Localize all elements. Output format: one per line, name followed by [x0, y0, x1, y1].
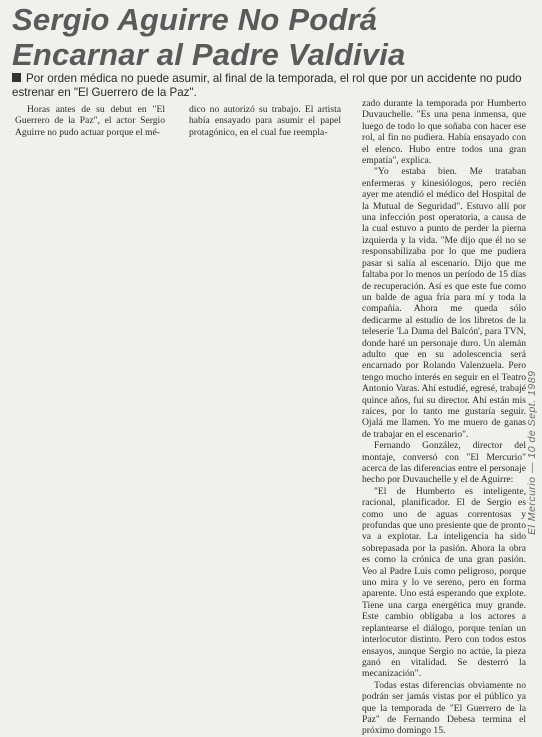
column-2-paragraph: dico no autorizó su trabajo. El artista había ensayado para asumir el papel protagónico, en el cual fue reempla-: [189, 104, 341, 138]
article-column-3: [362, 98, 526, 737]
headline-line-1: Sergio Aguirre No Podrá: [12, 2, 378, 37]
square-bullet-icon: [12, 73, 21, 82]
article-column-2: [189, 104, 341, 138]
article-column-1: [15, 104, 165, 138]
column-1-paragraph: Horas antes de su debut en "El Guerrero de la Paz", el actor Sergio Aguirre no pudo actuar porque el mé-: [15, 104, 165, 138]
subheadline: [12, 72, 532, 100]
column-3-paragraph-3: Fernando González, director del montaje, conversó con "El Mercurio" acerca de las diferencias entre el personaje hecho por Duvauchelle y el de Aguirre:: [362, 440, 526, 486]
headline: [12, 2, 532, 72]
column-3-paragraph-1: zado durante la temporada por Humberto Duvauchelle. "Es una pena inmensa, que luego de todo lo que soñaba con hacer ese rol, al fin no pudiera. Había ensayado con el elenco. Hubo entre todos una gran empatía", explica.: [362, 98, 526, 167]
headline-line-2: Encarnar al Padre Valdivia: [12, 37, 406, 72]
column-3-paragraph-4: "El de Humberto es inteligente, racional, planificador. El de Sergio es como uno de aguas correntosas y profundas que uno presiente que de pronto va a explotar. La inteligencia ha sido sobrepasada por la pasión. Ahora la obra es como la crónica de una gran pasión. Veo al Padre Luis como peligroso, porque uno mira y lo ve sereno, pero en forma aparente. Uno está esperando que explote. Tiene una carga energética muy grande. Este cambio obligaba a los actores a replantearse el diálogo, porque tenían un interlocutor distinto. Pero con todos estos ensayos, aunque Sergio no actúe, la pieza ganó en vitalidad. Se desterró la mecanización".: [362, 485, 526, 680]
column-3-paragraph-2: "Yo estaba bien. Me trataban enfermeras y kinesiólogos, pero recién ayer me atendió el médico del Hospital de la Mutual de Seguridad". Estuvo allí por una infección post operatoria, a causa de la cual estuvo a punto de perder la pierna izquierda y la vida. "Me dijo que él no se responsabilizaba por lo que me pudiera pasar si salía al escenario. Dijo que me faltaba por lo menos un período de 15 días de recuperación. Así es que este fue como un balde de agua fría para mí y toda la compañía. Ahora me queda sólo dedicarme al estudio de los libretos de la teleserie 'La Dama del Balcón', para TVN, donde haré un personaje duro. Un alemán adulto que en su adolescencia será encarnado por Rolando Valenzuela. Pero tengo mucho interés en seguir en el Teatro Antonio Varas. Ahí estudié, egresé, trabajé quince años, fui su director. Ahí están mis raíces, por lo tanto me gustaría seguir. Ojalá me llamen. Yo me muero de ganas de trabajar en el escenario".: [362, 166, 526, 440]
handwritten-source-note: El Mercurio — 10 de Sept. 1989: [526, 370, 538, 535]
column-3-paragraph-5: Todas estas diferencias obviamente no podrán ser jamás vistas por el público ya que la temporada de "El Guerrero de la Paz" de Fernando Debesa termina el próximo domingo 15.: [362, 679, 526, 737]
subheadline-text: Por orden médica no puede asumir, al final de la temporada, el rol que por un accidente no pudo estrenar en "El Guerrero de la Paz".: [12, 72, 522, 99]
